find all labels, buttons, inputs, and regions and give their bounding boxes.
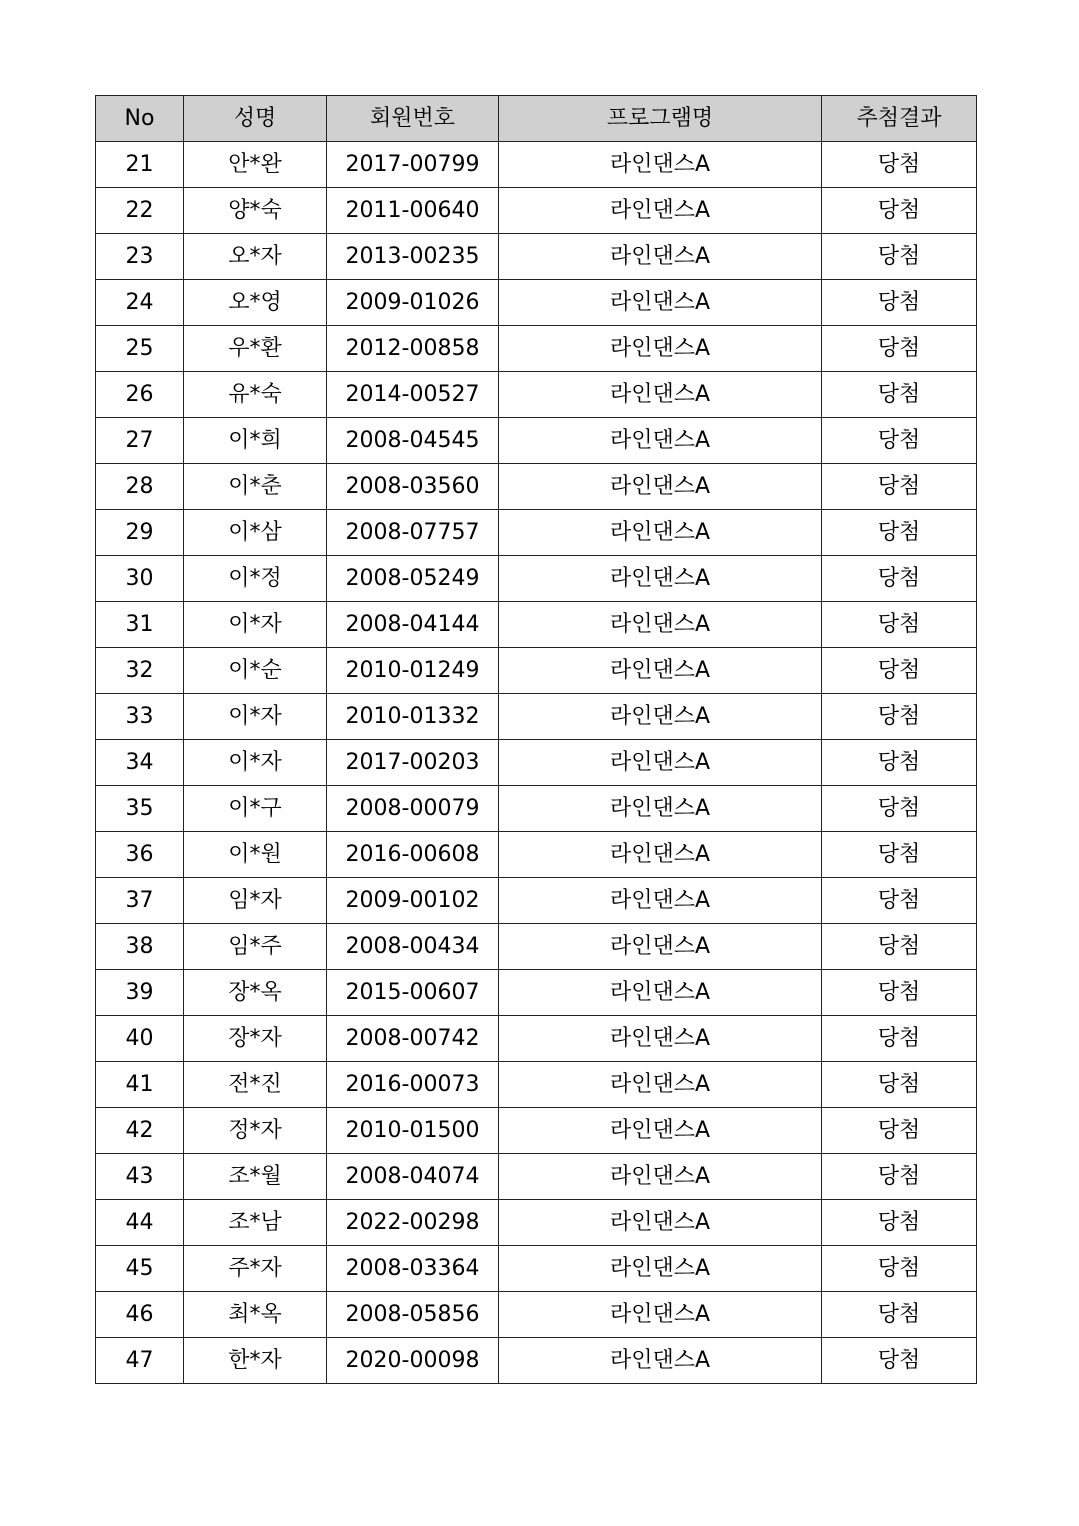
table-row: [96, 1292, 977, 1338]
cell-member-no: 2009-00102: [327, 878, 499, 924]
table-body: [96, 142, 977, 1384]
cell-no: 30: [96, 556, 184, 602]
cell-member-no: 2008-05249: [327, 556, 499, 602]
table-row: [96, 924, 977, 970]
cell-no: 43: [96, 1154, 184, 1200]
cell-program: 라인댄스A: [499, 832, 822, 878]
cell-member-no: 2008-04144: [327, 602, 499, 648]
table-row: [96, 464, 977, 510]
table-row: [96, 1154, 977, 1200]
cell-program: 라인댄스A: [499, 234, 822, 280]
cell-program: 라인댄스A: [499, 1062, 822, 1108]
cell-program: 라인댄스A: [499, 142, 822, 188]
cell-member-no: 2014-00527: [327, 372, 499, 418]
cell-program: 라인댄스A: [499, 418, 822, 464]
cell-program: 라인댄스A: [499, 878, 822, 924]
cell-result: 당첨: [822, 694, 977, 740]
cell-result: 당첨: [822, 464, 977, 510]
cell-program: 라인댄스A: [499, 1108, 822, 1154]
cell-no: 22: [96, 188, 184, 234]
cell-name: 안*완: [184, 142, 327, 188]
cell-result: 당첨: [822, 234, 977, 280]
table-row: [96, 740, 977, 786]
cell-no: 29: [96, 510, 184, 556]
cell-result: 당첨: [822, 1154, 977, 1200]
cell-result: 당첨: [822, 142, 977, 188]
cell-program: 라인댄스A: [499, 740, 822, 786]
cell-program: 라인댄스A: [499, 326, 822, 372]
table-row: [96, 418, 977, 464]
cell-program: 라인댄스A: [499, 372, 822, 418]
cell-no: 45: [96, 1246, 184, 1292]
cell-result: 당첨: [822, 418, 977, 464]
cell-member-no: 2008-00742: [327, 1016, 499, 1062]
cell-name: 최*옥: [184, 1292, 327, 1338]
cell-result: 당첨: [822, 786, 977, 832]
cell-member-no: 2010-01249: [327, 648, 499, 694]
lottery-result-table: [95, 95, 977, 1384]
cell-result: 당첨: [822, 1338, 977, 1384]
cell-member-no: 2008-00079: [327, 786, 499, 832]
cell-program: 라인댄스A: [499, 464, 822, 510]
cell-name: 전*진: [184, 1062, 327, 1108]
cell-result: 당첨: [822, 832, 977, 878]
cell-no: 24: [96, 280, 184, 326]
cell-name: 이*순: [184, 648, 327, 694]
cell-result: 당첨: [822, 648, 977, 694]
cell-name: 임*자: [184, 878, 327, 924]
table-row: [96, 970, 977, 1016]
table-row: [96, 372, 977, 418]
cell-member-no: 2008-03364: [327, 1246, 499, 1292]
cell-program: 라인댄스A: [499, 280, 822, 326]
header-no: No: [96, 96, 184, 142]
table-row: [96, 142, 977, 188]
cell-member-no: 2013-00235: [327, 234, 499, 280]
cell-program: 라인댄스A: [499, 602, 822, 648]
cell-no: 40: [96, 1016, 184, 1062]
cell-program: 라인댄스A: [499, 188, 822, 234]
cell-member-no: 2012-00858: [327, 326, 499, 372]
table-row: [96, 280, 977, 326]
cell-result: 당첨: [822, 280, 977, 326]
cell-name: 이*자: [184, 602, 327, 648]
cell-result: 당첨: [822, 1016, 977, 1062]
cell-no: 41: [96, 1062, 184, 1108]
cell-result: 당첨: [822, 740, 977, 786]
cell-no: 38: [96, 924, 184, 970]
cell-program: 라인댄스A: [499, 1154, 822, 1200]
cell-no: 27: [96, 418, 184, 464]
table-row: [96, 1200, 977, 1246]
cell-program: 라인댄스A: [499, 970, 822, 1016]
table-row: [96, 1246, 977, 1292]
cell-program: 라인댄스A: [499, 694, 822, 740]
cell-no: 21: [96, 142, 184, 188]
cell-member-no: 2008-00434: [327, 924, 499, 970]
cell-program: 라인댄스A: [499, 786, 822, 832]
cell-member-no: 2008-03560: [327, 464, 499, 510]
cell-result: 당첨: [822, 510, 977, 556]
cell-result: 당첨: [822, 1062, 977, 1108]
cell-name: 조*월: [184, 1154, 327, 1200]
cell-result: 당첨: [822, 1108, 977, 1154]
cell-name: 유*숙: [184, 372, 327, 418]
cell-name: 이*정: [184, 556, 327, 602]
cell-program: 라인댄스A: [499, 924, 822, 970]
cell-result: 당첨: [822, 602, 977, 648]
cell-program: 라인댄스A: [499, 1338, 822, 1384]
cell-name: 임*주: [184, 924, 327, 970]
cell-name: 장*옥: [184, 970, 327, 1016]
cell-member-no: 2016-00608: [327, 832, 499, 878]
header-result: 추첨결과: [822, 96, 977, 142]
cell-member-no: 2011-00640: [327, 188, 499, 234]
cell-name: 오*자: [184, 234, 327, 280]
cell-program: 라인댄스A: [499, 1200, 822, 1246]
cell-name: 이*자: [184, 740, 327, 786]
cell-member-no: 2015-00607: [327, 970, 499, 1016]
cell-no: 25: [96, 326, 184, 372]
cell-program: 라인댄스A: [499, 1292, 822, 1338]
cell-member-no: 2010-01500: [327, 1108, 499, 1154]
table-row: [96, 1338, 977, 1384]
cell-name: 이*구: [184, 786, 327, 832]
cell-result: 당첨: [822, 372, 977, 418]
table-row: [96, 786, 977, 832]
cell-name: 이*원: [184, 832, 327, 878]
cell-member-no: 2008-04074: [327, 1154, 499, 1200]
cell-program: 라인댄스A: [499, 1246, 822, 1292]
cell-result: 당첨: [822, 970, 977, 1016]
cell-name: 이*희: [184, 418, 327, 464]
cell-member-no: 2020-00098: [327, 1338, 499, 1384]
cell-member-no: 2008-04545: [327, 418, 499, 464]
cell-no: 28: [96, 464, 184, 510]
cell-no: 35: [96, 786, 184, 832]
table-row: [96, 326, 977, 372]
table-row: [96, 694, 977, 740]
cell-result: 당첨: [822, 1200, 977, 1246]
cell-no: 26: [96, 372, 184, 418]
table-row: [96, 1016, 977, 1062]
table-row: [96, 832, 977, 878]
cell-program: 라인댄스A: [499, 1016, 822, 1062]
cell-result: 당첨: [822, 188, 977, 234]
cell-name: 이*자: [184, 694, 327, 740]
cell-member-no: 2008-07757: [327, 510, 499, 556]
header-name: 성명: [184, 96, 327, 142]
table-row: [96, 1062, 977, 1108]
cell-name: 정*자: [184, 1108, 327, 1154]
table-row: [96, 188, 977, 234]
cell-result: 당첨: [822, 556, 977, 602]
table-header: [96, 96, 977, 142]
cell-member-no: 2008-05856: [327, 1292, 499, 1338]
cell-member-no: 2016-00073: [327, 1062, 499, 1108]
cell-no: 33: [96, 694, 184, 740]
cell-program: 라인댄스A: [499, 556, 822, 602]
table-row: [96, 1108, 977, 1154]
cell-no: 34: [96, 740, 184, 786]
cell-name: 주*자: [184, 1246, 327, 1292]
cell-name: 이*춘: [184, 464, 327, 510]
cell-no: 31: [96, 602, 184, 648]
table-row: [96, 878, 977, 924]
header-member-no: 회원번호: [327, 96, 499, 142]
cell-program: 라인댄스A: [499, 510, 822, 556]
cell-member-no: 2010-01332: [327, 694, 499, 740]
cell-name: 우*환: [184, 326, 327, 372]
cell-member-no: 2022-00298: [327, 1200, 499, 1246]
cell-no: 32: [96, 648, 184, 694]
table-row: [96, 648, 977, 694]
cell-member-no: 2009-01026: [327, 280, 499, 326]
cell-result: 당첨: [822, 1246, 977, 1292]
cell-name: 한*자: [184, 1338, 327, 1384]
table-row: [96, 602, 977, 648]
cell-name: 양*숙: [184, 188, 327, 234]
table-row: [96, 234, 977, 280]
header-row: [96, 96, 977, 142]
cell-result: 당첨: [822, 1292, 977, 1338]
table-row: [96, 556, 977, 602]
cell-program: 라인댄스A: [499, 648, 822, 694]
cell-result: 당첨: [822, 878, 977, 924]
cell-name: 조*남: [184, 1200, 327, 1246]
cell-name: 장*자: [184, 1016, 327, 1062]
cell-no: 39: [96, 970, 184, 1016]
cell-no: 46: [96, 1292, 184, 1338]
cell-no: 42: [96, 1108, 184, 1154]
cell-no: 36: [96, 832, 184, 878]
cell-result: 당첨: [822, 924, 977, 970]
table-row: [96, 510, 977, 556]
cell-no: 23: [96, 234, 184, 280]
cell-no: 37: [96, 878, 184, 924]
cell-no: 44: [96, 1200, 184, 1246]
header-program: 프로그램명: [499, 96, 822, 142]
cell-name: 이*삼: [184, 510, 327, 556]
cell-member-no: 2017-00203: [327, 740, 499, 786]
cell-name: 오*영: [184, 280, 327, 326]
cell-member-no: 2017-00799: [327, 142, 499, 188]
cell-no: 47: [96, 1338, 184, 1384]
cell-result: 당첨: [822, 326, 977, 372]
